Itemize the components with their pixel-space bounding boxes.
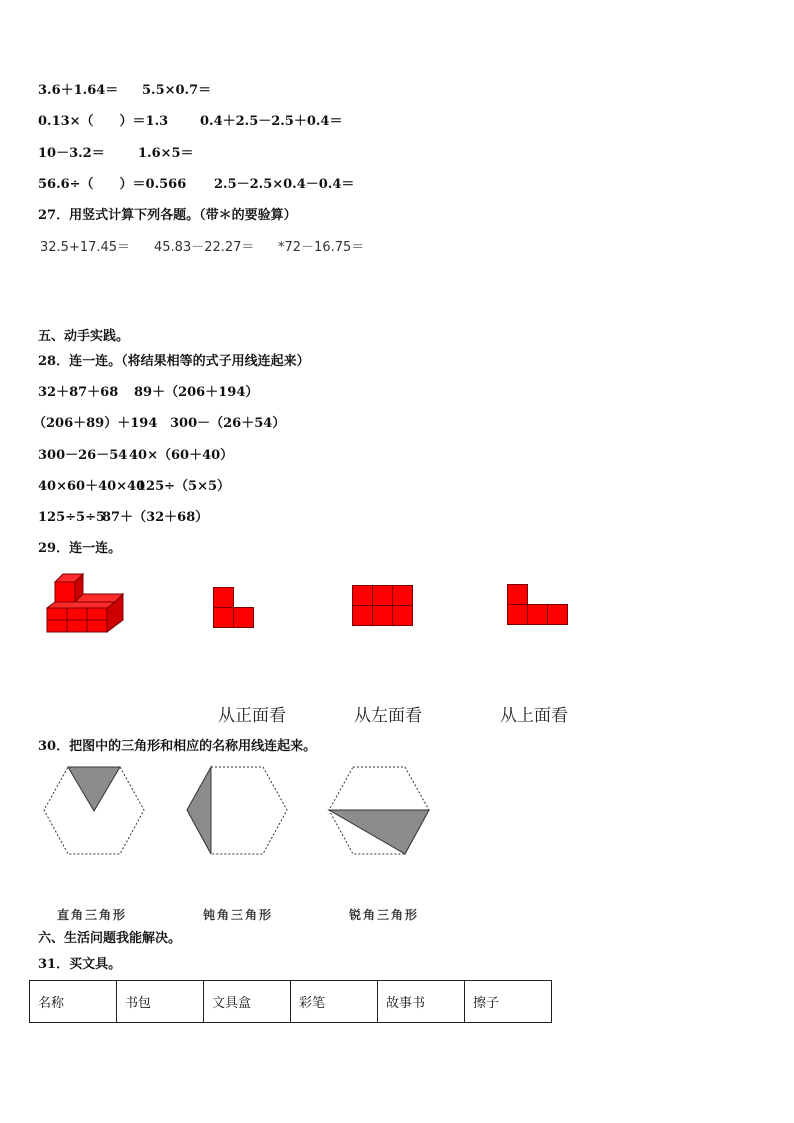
- triangle-label-obtuse: 钝角三角形: [203, 908, 274, 922]
- calc-line-4a: 56.6÷（ ）＝0.566: [38, 177, 187, 192]
- hexagon-triangle-3: [327, 765, 431, 857]
- calc-line-3b: 1.6×5＝: [138, 146, 194, 161]
- view-label-top: 从上面看: [500, 706, 568, 726]
- q27-title: 27．用竖式计算下列各题。（带＊的要验算）: [38, 208, 297, 223]
- cube-view-l-shape: [213, 587, 255, 629]
- hexagon-triangle-2: [185, 765, 289, 857]
- table-cell-eraser: 擦子: [465, 981, 552, 1023]
- triangle-label-acute: 锐角三角形: [349, 908, 420, 922]
- q27-item-2: 45.83－22.27＝: [154, 240, 255, 255]
- triangle-label-right: 直角三角形: [57, 908, 128, 922]
- calc-line-2b: 0.4＋2.5－2.5＋0.4＝: [200, 114, 343, 129]
- q28-left-4: 40×60＋40×40: [38, 479, 146, 494]
- q28-right-5: 87＋（32＋68）: [102, 510, 209, 525]
- table-cell-storybook: 故事书: [378, 981, 465, 1023]
- q28-left-3: 300－26－54: [38, 448, 128, 463]
- q31-title: 31．买文具。: [38, 957, 122, 972]
- calc-line-1b: 5.5×0.7＝: [142, 83, 212, 98]
- q28-right-2: 300－（26＋54）: [170, 416, 286, 431]
- cube-view-long-l: [507, 584, 569, 626]
- q27-item-3: *72－16.75＝: [278, 240, 365, 255]
- table-cell-schoolbag: 书包: [117, 981, 204, 1023]
- q28-left-2: （206＋89）＋194: [33, 416, 158, 431]
- table-cell-name: 名称: [30, 981, 117, 1023]
- section-5-heading: 五、动手实践。: [38, 329, 130, 344]
- q27-item-1: 32.5+17.45＝: [40, 240, 131, 255]
- q28-left-1: 32＋87＋68: [38, 385, 119, 400]
- q28-right-3: 40×（60＋40）: [129, 448, 234, 463]
- calc-line-3a: 10－3.2＝: [38, 146, 105, 161]
- cube-view-grid: [352, 585, 414, 627]
- view-label-left: 从左面看: [354, 706, 422, 726]
- q28-left-5: 125÷5÷5: [38, 510, 106, 525]
- calc-line-2a: 0.13×（ ）＝1.3: [38, 114, 169, 129]
- q29-title: 29．连一连。: [38, 541, 122, 556]
- table-row: [30, 981, 552, 1023]
- calc-line-4b: 2.5－2.5×0.4－0.4＝: [214, 177, 355, 192]
- q28-right-1: 89＋（206＋194）: [134, 385, 259, 400]
- view-label-front: 从正面看: [218, 706, 286, 726]
- calc-line-1a: 3.6＋1.64＝: [38, 83, 119, 98]
- q28-right-4: 125÷（5×5）: [137, 479, 231, 494]
- q30-title: 30．把图中的三角形和相应的名称用线连起来。: [38, 739, 317, 754]
- q28-title: 28．连一连。（将结果相等的式子用线连起来）: [38, 354, 310, 369]
- cube-solid-figure: [45, 574, 125, 634]
- stationery-table: [29, 980, 552, 1023]
- section-6-heading: 六、生活问题我能解决。: [38, 931, 182, 946]
- table-cell-color-pens: 彩笔: [291, 981, 378, 1023]
- hexagon-triangle-1: [42, 765, 146, 857]
- table-cell-pencil-box: 文具盒: [204, 981, 291, 1023]
